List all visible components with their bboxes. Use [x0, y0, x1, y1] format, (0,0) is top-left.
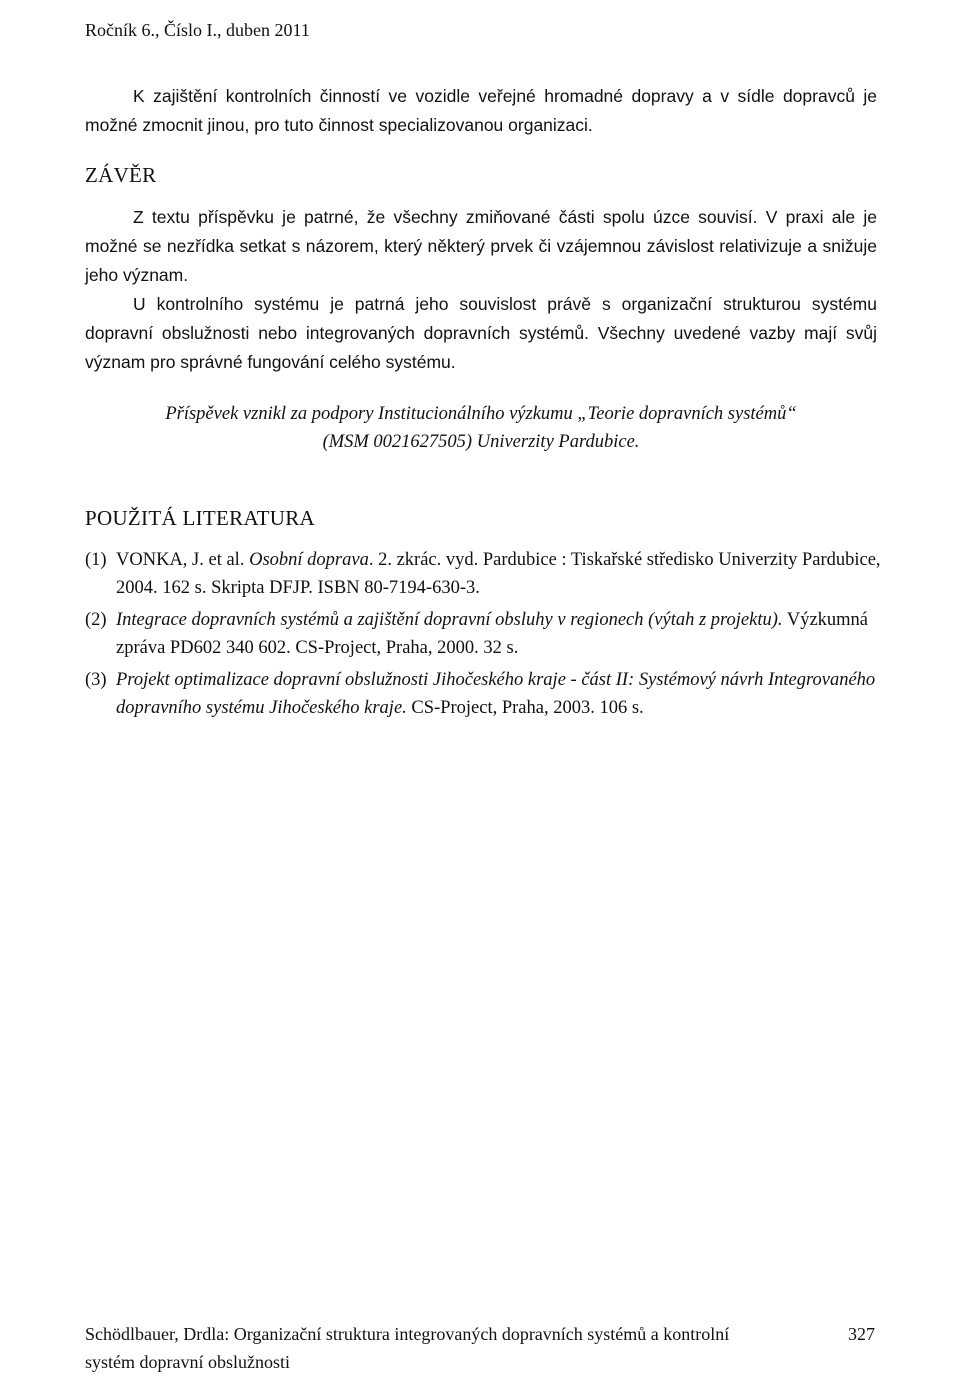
reference-text	[116, 666, 885, 722]
footer-line-1: Schödlbauer, Drdla: Organizační struktura integrovaných dopravních systémů a kontrolní	[85, 1324, 730, 1344]
reference-item-1	[85, 546, 885, 602]
reference-text	[116, 606, 885, 662]
conclusion-paragraph-1: Z textu příspěvku je patrné, že všechny zmiňované části spolu úzce souvisí. V praxi ale je možné se nezřídka setkat s názorem, který některý prvek či vzájemnou závislost relativizuje a snižuje jeho význam.	[85, 207, 877, 285]
reference-list	[85, 546, 885, 724]
literature-heading: POUŽITÁ LITERATURA	[85, 506, 315, 530]
running-header: Ročník 6., Číslo I., duben 2011	[85, 20, 310, 40]
reference-title: Projekt optimalizace dopravní obslužnosti Jihočeského kraje - část II: Systémový návrh Integrovaného dopravního systému Jihočeského kraje.	[116, 670, 876, 718]
reference-details: . 2. zkrác. vyd. Pardubice : Tiskařské středisko Univerzity Pardubice, 2004. 162 s. Skripta DFJP. ISBN 80-7194-630-3.	[116, 550, 881, 598]
reference-item-3	[85, 666, 885, 722]
reference-details: Výzkumná zpráva PD602 340 602. CS-Project, Praha, 2000. 32 s.	[116, 610, 869, 658]
acknowledgement-line-1: Příspěvek vznikl za podpory Institucionálního výzkumu „Teorie dopravních systémů“	[165, 404, 797, 424]
running-footer	[85, 1320, 877, 1376]
reference-title: Osobní doprava	[249, 550, 369, 570]
reference-authors: VONKA, J. et al.	[116, 550, 250, 570]
reference-number: (1)	[85, 550, 107, 570]
acknowledgement	[85, 400, 877, 456]
reference-details: CS-Project, Praha, 2003. 106 s.	[406, 698, 644, 718]
reference-title: Integrace dopravních systémů a zajištění dopravní obsluhy v regionech (výtah z projektu).	[116, 610, 783, 630]
conclusion-heading: ZÁVĚR	[85, 163, 157, 187]
intro-paragraph: K zajištění kontrolních činností ve vozidle veřejné hromadné dopravy a v sídle dopravců je možné zmocnit jinou, pro tuto činnost specializovanou organizaci.	[85, 86, 877, 135]
footer-line-2: systém dopravní obslužnosti	[85, 1352, 290, 1372]
page-number: 327	[848, 1324, 875, 1344]
acknowledgement-line-2: (MSM 0021627505) Univerzity Pardubice.	[322, 432, 640, 452]
reference-item-2	[85, 606, 885, 662]
conclusion-paragraph-2: U kontrolního systému je patrná jeho souvislost právě s organizační strukturou systému dopravní obslužnosti nebo integrovaných dopravních systémů. Všechny uvedené vazby mají svůj význam pro správné fungování celého systému.	[85, 294, 877, 372]
reference-number: (2)	[85, 610, 107, 630]
reference-number: (3)	[85, 670, 107, 690]
reference-text	[116, 546, 885, 602]
